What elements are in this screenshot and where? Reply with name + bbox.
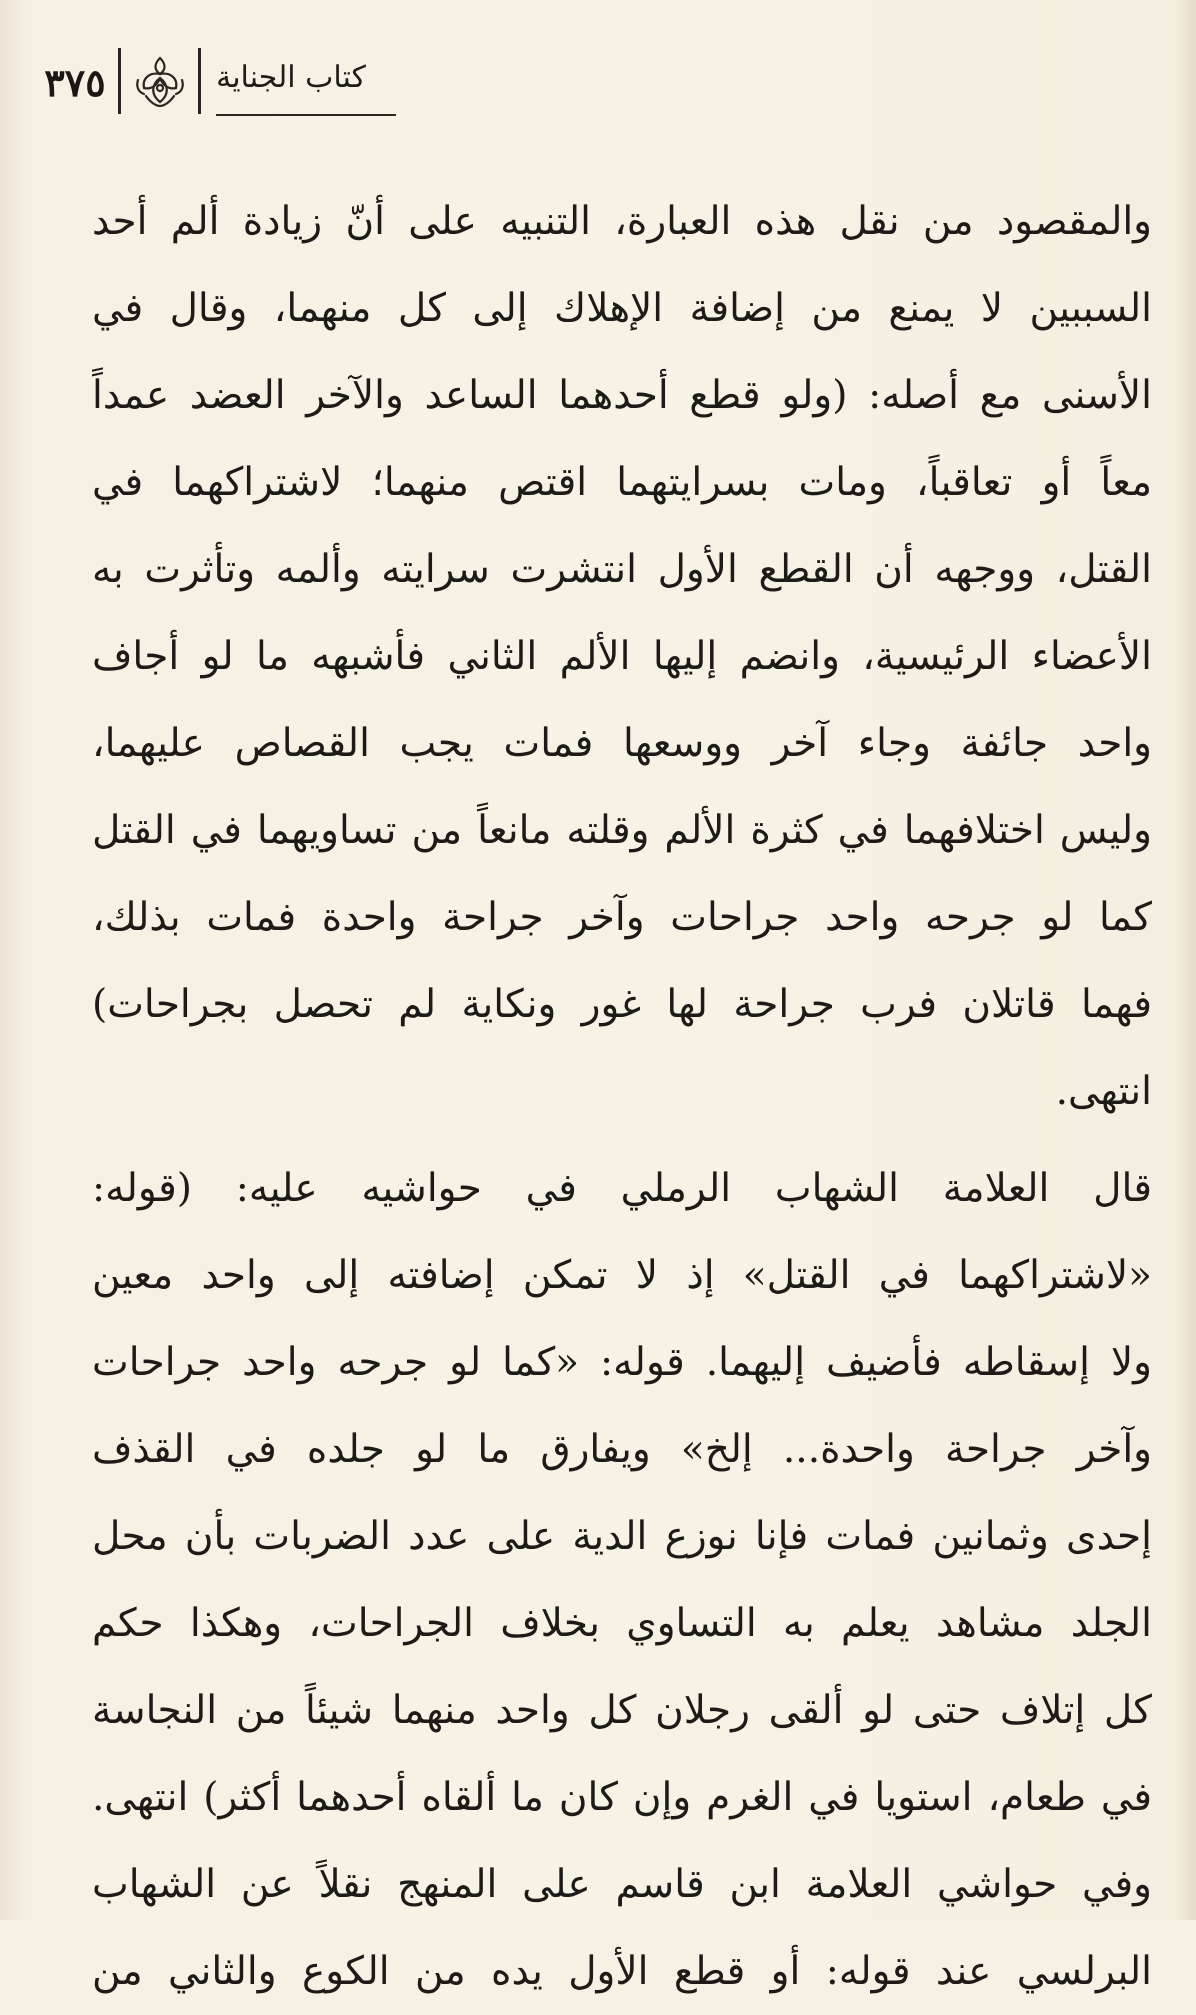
- header-rule-right: [198, 48, 201, 114]
- binding-shadow: [1174, 0, 1196, 1920]
- text-line: ولا إسقاطه فأضيف إليهما. قوله: «كما لو جرحه واحد جراحات: [92, 1340, 1152, 1385]
- text-line: «لاشتراكهما في القتل» إذ لا تمكن إضافته إلى واحد معين: [92, 1253, 1152, 1298]
- text-line: وليس اختلافهما في كثرة الألم وقلته مانعاً من تساويهما في القتل: [92, 808, 1152, 853]
- text-line: الأعضاء الرئيسية، وانضم إليها الألم الثاني فأشبهه ما لو أجاف: [92, 634, 1152, 679]
- paragraph: [92, 1145, 1152, 1841]
- text-line: والمقصود من نقل هذه العبارة، التنبيه على أنّ زيادة ألم أحد: [92, 199, 1152, 244]
- text-line: معاً أو تعاقباً، ومات بسرايتهما اقتص منهما؛ لاشتراكهما في: [92, 460, 1152, 505]
- text-line: كما لو جرحه واحد جراحات وآخر جراحة واحدة فمات بذلك،: [92, 895, 1152, 940]
- body-text: [92, 178, 1152, 2015]
- text-line: إحدى وثمانين فمات فإنا نوزع الدية على عدد الضربات بأن محل: [92, 1514, 1152, 1559]
- text-line: الجلد مشاهد يعلم به التساوي بخلاف الجراحات، وهكذا حكم: [92, 1601, 1152, 1646]
- text-line: قال العلامة الشهاب الرملي في حواشيه عليه: (قوله:: [92, 1166, 1152, 1211]
- header-rule-left: [118, 48, 121, 114]
- text-line: وفي حواشي العلامة ابن قاسم على المنهج نقلاً عن الشهاب: [92, 1862, 1152, 1907]
- text-line: البرلسي عند قوله: أو قطع الأول يده من الكوع والثاني من: [92, 1949, 1152, 1994]
- text-line: السببين لا يمنع من إضافة الإهلاك إلى كل منهما، وقال في: [92, 286, 1152, 331]
- running-title: كتاب الجناية: [216, 60, 366, 95]
- title-underline: [216, 114, 396, 116]
- floral-ornament-icon: [128, 50, 192, 114]
- text-line: القتل، ووجهه أن القطع الأول انتشرت سرايته وألمه وتأثرت به: [92, 547, 1152, 592]
- text-line: الأسنى مع أصله: (ولو قطع أحدهما الساعد والآخر العضد عمداً: [92, 373, 1152, 418]
- page-number: ٣٧٥: [44, 60, 106, 105]
- paragraph: [92, 178, 1152, 1135]
- text-line: انتهى.: [1055, 1069, 1152, 1114]
- running-header: [30, 46, 370, 126]
- text-line: فهما قاتلان فرب جراحة لها غور ونكاية لم تحصل بجراحات): [92, 982, 1152, 1027]
- text-line: كل إتلاف حتى لو ألقى رجلان كل واحد منهما شيئاً من النجاسة: [92, 1688, 1152, 1733]
- paragraph: [92, 1841, 1152, 2015]
- text-line: وآخر جراحة واحدة... إلخ» ويفارق ما لو جلده في القذف: [92, 1427, 1152, 1472]
- text-line: في طعام، استويا في الغرم وإن كان ما ألقاه أحدهما أكثر) انتهى.: [92, 1775, 1152, 1820]
- text-line: واحد جائفة وجاء آخر ووسعها فمات يجب القصاص عليهما،: [92, 721, 1152, 766]
